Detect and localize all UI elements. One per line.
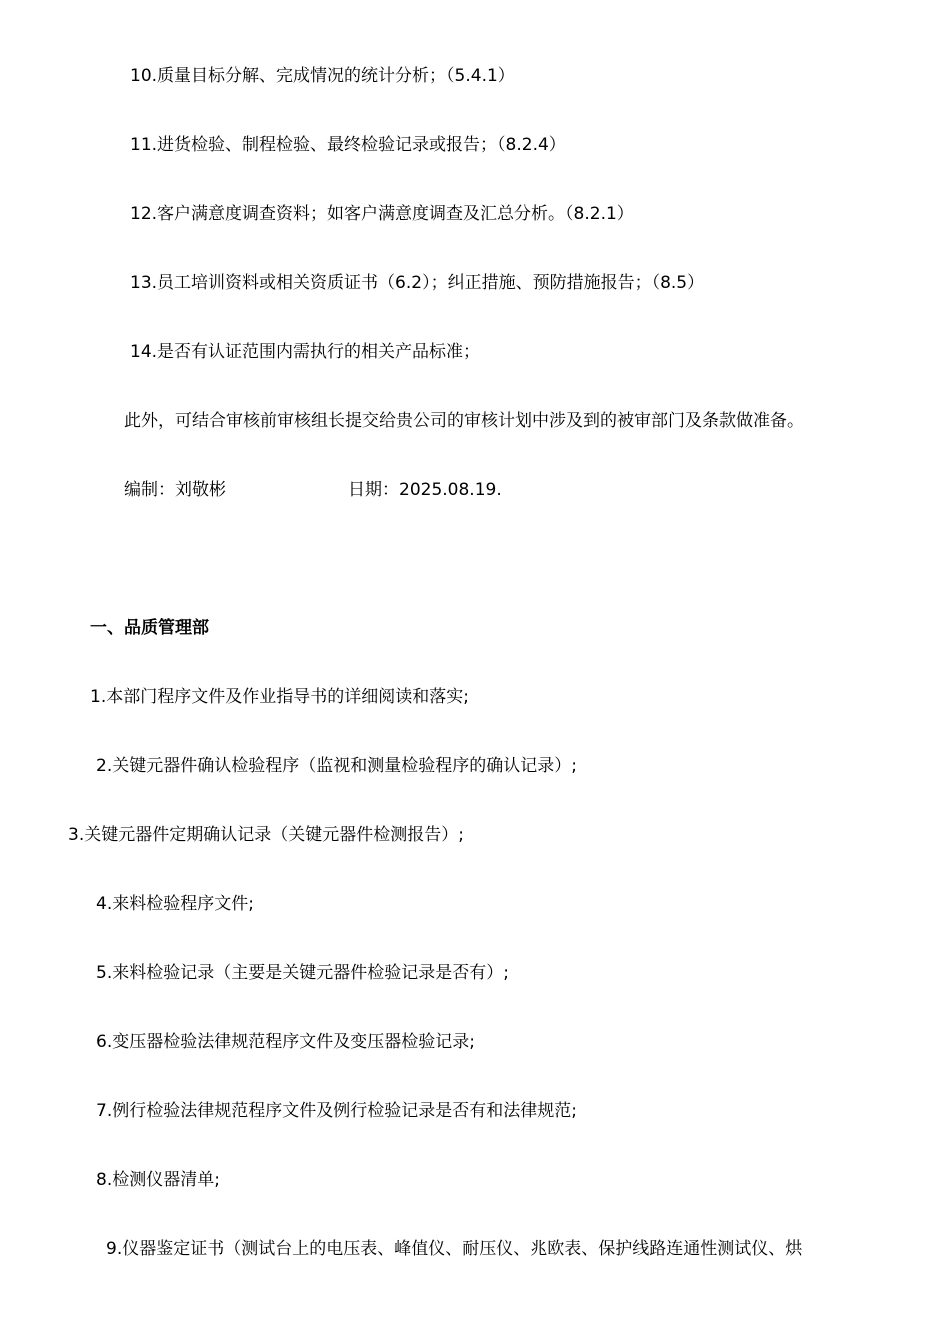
section-item-6: 6.变压器检验法律规范程序文件及变压器检验记录; xyxy=(96,1032,475,1052)
signature-line xyxy=(124,478,624,502)
section-item-5: 5.来料检验记录（主要是关键元器件检验记录是否有）; xyxy=(96,963,509,983)
section-item-2: 2.关键元器件确认检验程序（监视和测量检验程序的确认记录）; xyxy=(96,756,577,776)
list-item-12: 12.客户满意度调查资料；如客户满意度调查及汇总分析。（8.2.1） xyxy=(130,204,634,224)
section-item-1: 1.本部门程序文件及作业指导书的详细阅读和落实; xyxy=(90,687,469,707)
list-item-11: 11.进货检验、制程检验、最终检验记录或报告；（8.2.4） xyxy=(130,135,566,155)
section-item-7: 7.例行检验法律规范程序文件及例行检验记录是否有和法律规范; xyxy=(96,1101,577,1121)
section-heading: 一、品质管理部 xyxy=(90,618,209,638)
list-item-14: 14.是否有认证范围内需执行的相关产品标准； xyxy=(130,342,481,362)
section-item-9: 9.仪器鉴定证书（测试台上的电压表、峰值仪、耐压仪、兆欧表、保护线路连通性测试仪、烘 xyxy=(106,1239,803,1259)
editor-label: 编制：刘敬彬 xyxy=(124,480,226,500)
preparation-note: 此外，可结合审核前审核组长提交给贵公司的审核计划中涉及到的被审部门及条款做准备。 xyxy=(124,411,804,431)
section-item-8: 8.检测仪器清单; xyxy=(96,1170,220,1190)
section-item-3: 3.关键元器件定期确认记录（关键元器件检测报告）; xyxy=(68,825,464,845)
section-item-4: 4.来料检验程序文件; xyxy=(96,894,254,914)
date-label: 日期：2025.08.19. xyxy=(348,480,502,500)
list-item-10: 10.质量目标分解、完成情况的统计分析；（5.4.1） xyxy=(130,66,515,86)
list-item-13: 13.员工培训资料或相关资质证书（6.2）；纠正措施、预防措施报告；（8.5） xyxy=(130,273,705,293)
